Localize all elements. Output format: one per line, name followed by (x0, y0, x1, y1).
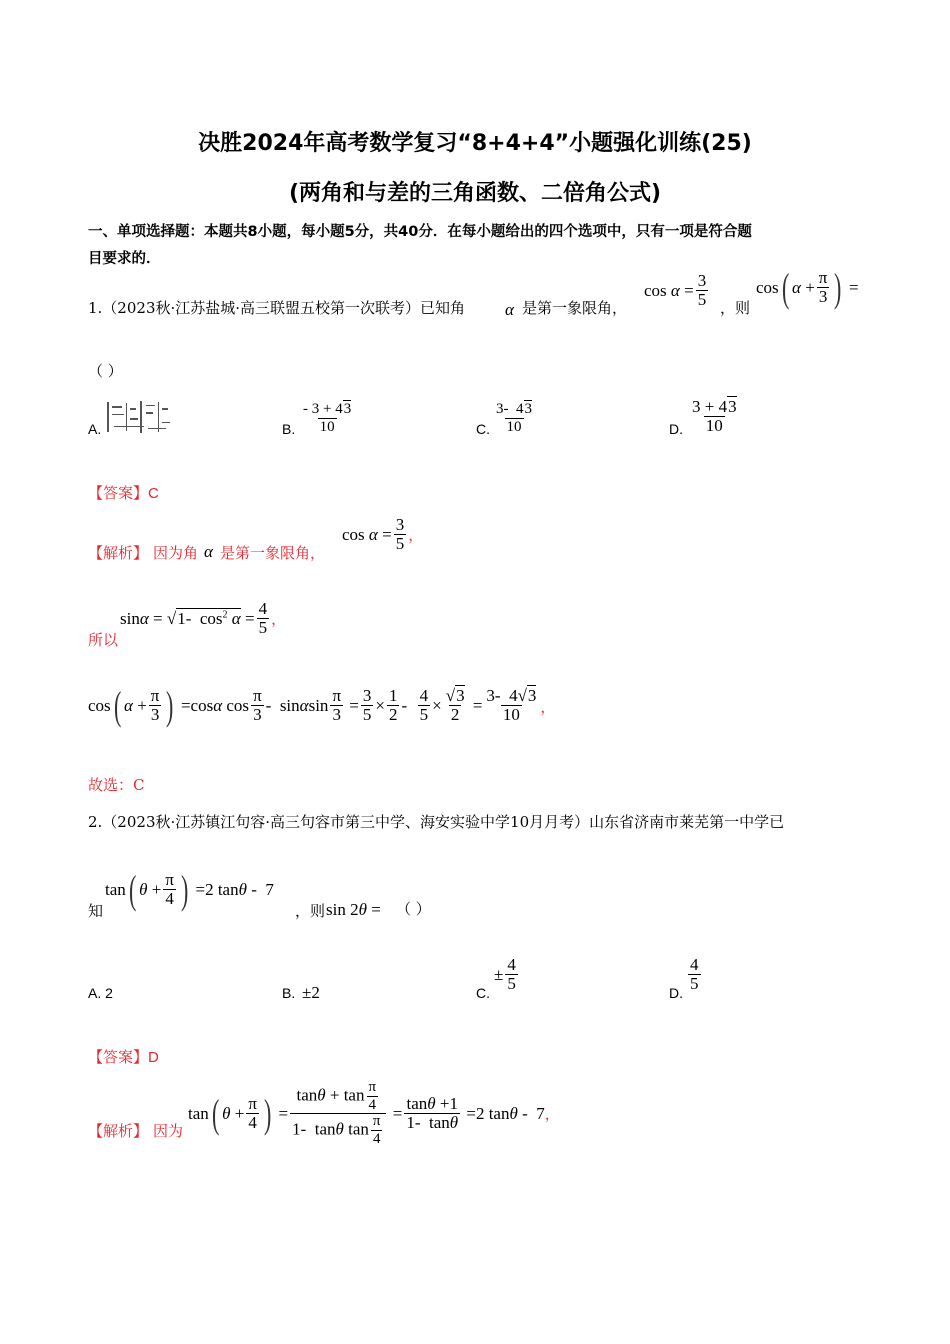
q1-stem-b: 是第一象限角， (522, 299, 628, 317)
q2-option-b-label: B. (282, 985, 296, 1001)
title-line-2: (两角和与差的三角函数、二倍角公式) (288, 181, 662, 206)
q2-stem-a: 2.（2023秋·江苏镇江句容·高三句容市第三中学、海安实验中学10月月考）山东省济南市莱芜第一中学已 (88, 813, 785, 831)
q1-cos-alpha-eq: cos α = $\frac{3}{5}$ (644, 271, 707, 309)
q1-answer: 【答案】C (88, 485, 159, 502)
q1-analysis-text: 因为角 (153, 544, 199, 562)
q2-tan-equation: tan ( θ + $\frac{\pi}{4}$ ) =2 tan θ - 7 (105, 867, 274, 912)
q1-analysis-label: 【解析】 (88, 544, 149, 562)
q2-option-d-label: D. (669, 985, 683, 1001)
q1-option-b-label: B. (282, 421, 296, 437)
q2-stem-c: ，则 (295, 902, 326, 920)
q1-analysis-cos: cos α = $\frac{3}{5}$ ， (342, 515, 424, 553)
q2-sin2theta: sin 2 θ = (326, 900, 381, 919)
section-heading-line-2: 目要求的． (88, 251, 161, 267)
q2-answer: 【答案】D (88, 1049, 159, 1066)
q2-paren: （ ） (396, 900, 431, 918)
q1-option-c-value: $\frac{3- 43}{10}$ (496, 401, 532, 435)
q1-option-c-label: C. (476, 421, 490, 437)
q1-option-d-label: D. (669, 421, 683, 437)
q2-analysis-label: 【解析】 (88, 1122, 149, 1140)
q1-cos-sum-derivation: cos ( α + $\frac{\pi}{3}$ ) =cos α cos $\frac{\pi}{3}$ - sin α sin $\frac{\pi}{3}$ = $\frac{3}{5}$ × $\frac{1}{2}$ - $\frac{4}{5}$ × $\frac{√3}{2}$ = $\frac{3- 4√3}{10}$ ， (88, 683, 556, 728)
q1-cos-expression: cos ( α + $\frac{\pi}{3}$ ) = (756, 265, 859, 310)
q1-choose: 故选：C (88, 776, 145, 794)
q1-alpha: α (505, 300, 514, 319)
q2-option-c-value: ± $\frac{4}{5}$ (494, 955, 516, 993)
q1-analysis-alpha: α (204, 542, 213, 561)
q2-option-c-label: C. (476, 985, 490, 1001)
section-heading-line-1: 一、单项选择题：本题共8小题，每小题5分，共40分．在每小题给出的四个选项中，只有一项是符合题 (88, 224, 752, 240)
q2-stem-b: 知 (88, 902, 104, 920)
q1-option-a-label: A. (88, 421, 102, 437)
q1-sin-derivation: sin α = √ 1- $\cos^2 \alpha$ = $\frac{4}{5}$ ， (120, 599, 287, 637)
q2-option-a: A. 2 (88, 985, 113, 1001)
q1-paren: （ ） (88, 362, 123, 380)
q1-option-d-value: $\frac{3 + 43}{10}$ (692, 397, 737, 435)
q1-stem-a: 1.（2023秋·江苏盐城·高三联盟五校第一次联考）已知角 (88, 299, 466, 317)
q1-option-b-value: $\frac{- 3 + 43}{10}$ (303, 401, 352, 435)
q1-stem-c: ，则 (720, 299, 751, 317)
title-line-1: 决胜2024年高考数学复习“8+4+4”小题强化训练(25) (198, 131, 752, 156)
q1-so-label: 所以 (88, 631, 119, 649)
q1-analysis-text-2: 是第一象限角， (220, 544, 326, 562)
q2-tan-sum-derivation: tan ( θ + $\frac{\pi}{4}$ ) = tanθ + tan $\frac{\pi}{4}$ 1- tanθ tan $\frac{\pi}{4}$ = $\frac{\tan\theta +1}{1- \tan\theta}$ =2 tan θ - 7 ， (188, 1079, 560, 1147)
q2-option-d-value: $\frac{4}{5}$ (690, 955, 699, 993)
q1-option-a-garbled-image (104, 398, 172, 440)
q2-analysis-text: 因为 (153, 1122, 184, 1140)
q2-option-b-value: ±2 (302, 983, 320, 1002)
